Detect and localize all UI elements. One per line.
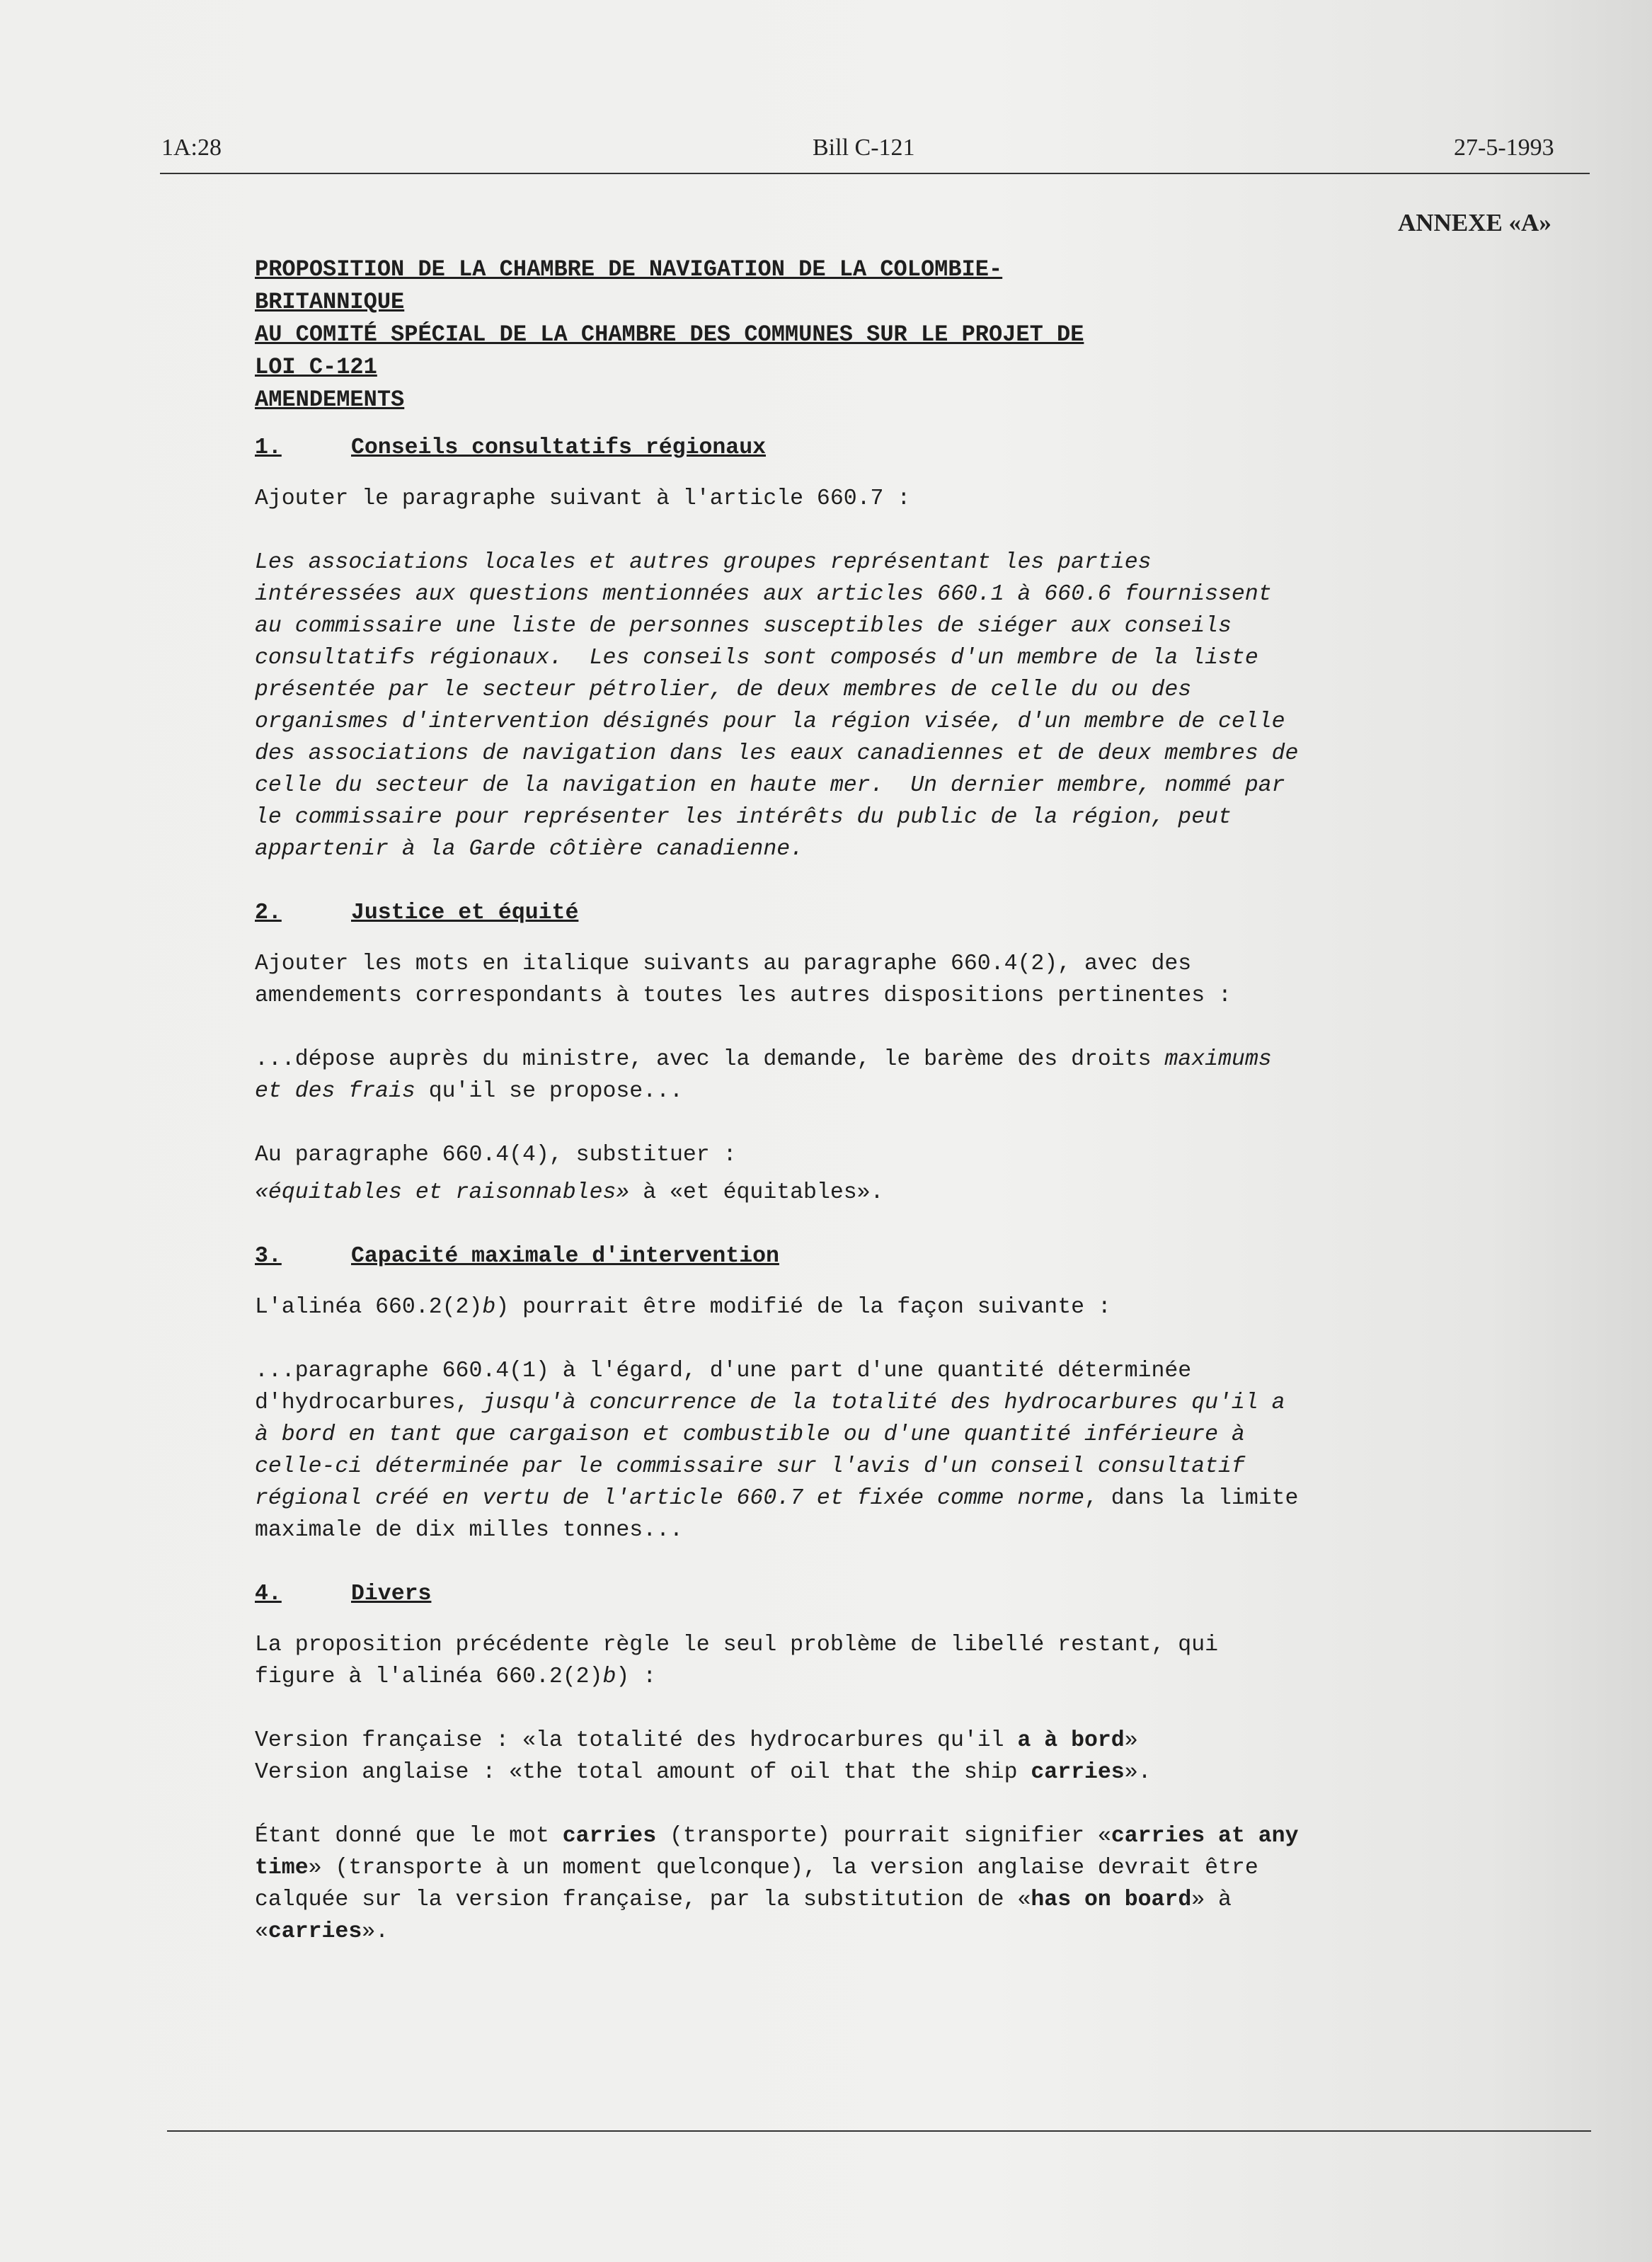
text-line: Les associations locales et autres groupes représentant les parties xyxy=(255,550,1152,575)
text-line: consultatifs régionaux. Les conseils sont composés d'un membre de la liste xyxy=(255,646,1258,670)
text-line: d'hydrocarbures, jusqu'à concurrence de la totalité des hydrocarbures qu'il a xyxy=(255,1390,1285,1415)
section-4-explanation xyxy=(255,1820,1522,1948)
text-line: L'alinéa 660.2(2)b) pourrait être modifié de la façon suivante : xyxy=(255,1295,1111,1320)
text-line: La proposition précédente règle le seul problème de libellé restant, qui xyxy=(255,1633,1219,1657)
text-line: intéressées aux questions mentionnées aux articles 660.1 à 660.6 fournissent xyxy=(255,582,1272,607)
text-line: celle du secteur de la navigation en haute mer. Un dernier membre, nommé par xyxy=(255,773,1285,798)
title-line: AMENDEMENTS xyxy=(255,387,405,413)
text-line: le commissaire pour représenter les intérêts du public de la région, peut xyxy=(255,805,1232,830)
section-number: 3. xyxy=(255,1244,282,1269)
title-line: LOI C-121 xyxy=(255,354,377,380)
section-label: Conseils consultatifs régionaux xyxy=(351,435,766,460)
text-line: appartenir à la Garde côtière canadienne. xyxy=(255,837,804,862)
text-line: des associations de navigation dans les eaux canadiennes et de deux membres de xyxy=(255,741,1299,766)
text-line: régional créé en vertu de l'article 660.7 et fixée comme norme, dans la limite xyxy=(255,1486,1299,1511)
section-number: 4. xyxy=(255,1582,282,1606)
header-bill-title: Bill C-121 xyxy=(813,135,915,161)
text-line: présentée par le secteur pétrolier, de deux membres de celle du ou des xyxy=(255,678,1192,702)
section-label: Justice et équité xyxy=(351,901,579,925)
section-1-intro xyxy=(255,483,1522,515)
text-line: figure à l'alinéa 660.2(2)b) : xyxy=(255,1664,657,1689)
section-label: Divers xyxy=(351,1582,432,1606)
section-heading-2 xyxy=(255,897,1522,929)
section-3-quote xyxy=(255,1355,1522,1546)
text-line: «carries». xyxy=(255,1919,389,1944)
text-line: à bord en tant que cargaison et combustible ou d'une quantité inférieure à xyxy=(255,1422,1245,1447)
text-line: maximale de dix milles tonnes... xyxy=(255,1518,683,1543)
header-date: 27-5-1993 xyxy=(1454,135,1554,161)
section-2-quote xyxy=(255,1044,1522,1107)
text-line: Étant donné que le mot carries (transporte) pourrait signifier «carries at any xyxy=(255,1824,1299,1849)
text-line: organismes d'intervention désignés pour la région visée, d'un membre de celle xyxy=(255,709,1285,734)
text-line: Version française : «la totalité des hydrocarbures qu'il a à bord» xyxy=(255,1728,1138,1753)
section-number: 2. xyxy=(255,901,282,925)
section-4-versions xyxy=(255,1725,1522,1788)
text-line: calquée sur la version française, par la substitution de «has on board» à xyxy=(255,1887,1232,1912)
text-line: Au paragraphe 660.4(4), substituer : xyxy=(255,1143,737,1167)
text-line: ...dépose auprès du ministre, avec la demande, le barème des droits maximums xyxy=(255,1047,1272,1072)
text-line: ...paragraphe 660.4(1) à l'égard, d'une part d'une quantité déterminée xyxy=(255,1359,1192,1383)
text-line: time» (transporte à un moment quelconque), la version anglaise devrait être xyxy=(255,1856,1258,1880)
section-2-replacement xyxy=(255,1177,1522,1209)
section-label: Capacité maximale d'intervention xyxy=(351,1244,779,1269)
text-line: Ajouter les mots en italique suivants au paragraphe 660.4(2), avec des xyxy=(255,952,1192,976)
document-body xyxy=(255,253,1522,1980)
section-2-intro xyxy=(255,948,1522,1012)
text-line: Ajouter le paragraphe suivant à l'article 660.7 : xyxy=(255,486,911,511)
text-line: celle-ci déterminée par le commissaire sur l'avis d'un conseil consultatif xyxy=(255,1454,1245,1479)
section-heading-3 xyxy=(255,1240,1522,1272)
text-line: Version anglaise : «the total amount of oil that the ship carries». xyxy=(255,1760,1152,1785)
section-3-intro xyxy=(255,1291,1522,1323)
header-rule xyxy=(160,173,1590,174)
text-line: au commissaire une liste de personnes susceptibles de siéger aux conseils xyxy=(255,614,1232,639)
text-line: et des frais qu'il se propose... xyxy=(255,1079,683,1104)
title-line: PROPOSITION DE LA CHAMBRE DE NAVIGATION DE LA COLOMBIE- xyxy=(255,256,1003,282)
footer-rule xyxy=(167,2130,1591,2132)
title-line: AU COMITÉ SPÉCIAL DE LA CHAMBRE DES COMMUNES SUR LE PROJET DE xyxy=(255,321,1084,348)
section-2-substitution xyxy=(255,1139,1522,1171)
section-heading-4 xyxy=(255,1578,1522,1610)
section-number: 1. xyxy=(255,435,282,460)
annexe-label: ANNEXE «A» xyxy=(1398,209,1551,236)
text-line: «équitables et raisonnables» à «et équitables». xyxy=(255,1180,884,1205)
section-4-intro xyxy=(255,1629,1522,1693)
section-heading-1 xyxy=(255,432,1522,464)
section-1-quote xyxy=(255,547,1522,865)
text-line: amendements correspondants à toutes les autres dispositions pertinentes : xyxy=(255,983,1232,1008)
header-page-number: 1A:28 xyxy=(161,135,222,161)
document-title xyxy=(255,253,1522,416)
title-line: BRITANNIQUE xyxy=(255,289,405,315)
